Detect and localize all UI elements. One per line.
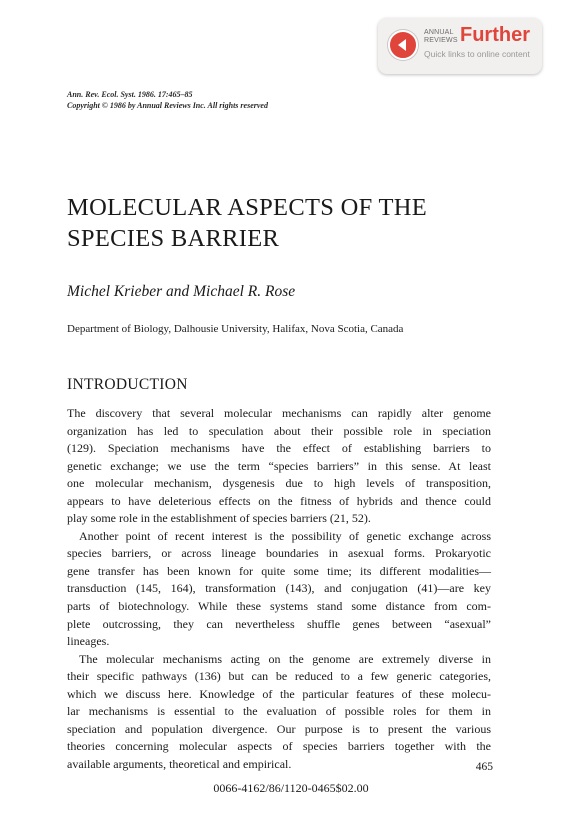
badge-tagline: Quick links to online content: [424, 49, 530, 59]
badge-further-word: Further: [460, 24, 530, 46]
authors: Michel Krieber and Michael R. Rose: [67, 283, 296, 300]
text-line: play some role in the establishment of species barriers (21, 52).: [67, 511, 371, 526]
text-line: transduction (145, 164), transformation (143), and conjugation (41)—are key: [67, 581, 491, 596]
price-code: 0066-4162/86/1120-0465$02.00: [213, 781, 369, 795]
copyright-notice: Copyright © 1986 by Annual Reviews Inc. All rights reserved: [67, 101, 268, 110]
text-line: speciation and population divergence. Our purpose is to present the various: [67, 721, 491, 736]
badge-reviews-text: REVIEWS: [424, 37, 458, 44]
badge-annual-text: ANNUAL: [424, 29, 454, 36]
text-line: lineages.: [67, 634, 110, 649]
play-arrow-icon[interactable]: [388, 30, 418, 60]
paragraph: [67, 528, 491, 651]
text-line: gene transfer has been known for quite some time; its different modalities—: [67, 563, 491, 578]
text-line: their specific pathways (136) but can be reduced to a few generic categories,: [67, 669, 491, 684]
article-title-line: MOLECULAR ASPECTS OF THE: [67, 194, 428, 221]
text-line: theories concerning molecular aspects of species barriers together with the: [67, 739, 491, 754]
text-line: (129). Speciation mechanisms have the effect of establishing barriers to: [67, 441, 491, 456]
affiliation: Department of Biology, Dalhousie University, Halifax, Nova Scotia, Canada: [67, 323, 404, 335]
text-line: available arguments, theoretical and empirical.: [67, 756, 292, 771]
text-line: The discovery that several molecular mechanisms can rapidly alter genome: [67, 406, 491, 420]
journal-citation: Ann. Rev. Ecol. Syst. 1986. 17:465–85: [67, 90, 193, 99]
article-title-line: SPECIES BARRIER: [67, 225, 280, 252]
article-title: [67, 192, 507, 254]
text-line: The molecular mechanisms acting on the genome are extremely diverse in: [79, 651, 491, 666]
text-line: which we discuss here. Knowledge of the particular features of these molecu-: [67, 686, 491, 701]
paragraph: [67, 405, 491, 528]
body-text: [67, 405, 491, 773]
text-line: Another point of recent interest is the possibility of genetic exchange across: [79, 528, 491, 543]
text-line: appears to have deleterious effects on the fitness of hybrids and thence could: [67, 493, 491, 508]
text-line: species barriers, or across lineage boundaries in asexual forms. Prokaryotic: [67, 546, 491, 561]
text-line: plete outcrossing, they can nevertheless shuffle genes between “asexual”: [67, 616, 491, 631]
page-number: 465: [475, 761, 493, 773]
text-line: parts of biotechnology. While these systems stand some distance from com-: [67, 599, 491, 614]
paragraph: [67, 651, 491, 774]
section-heading: INTRODUCTION: [67, 376, 188, 393]
text-line: genetic exchange; we use the term “species barriers” in this sense. At least: [67, 458, 491, 473]
text-line: lar mechanisms is essential to the evaluation of possible roles for them in: [67, 704, 491, 719]
text-line: one molecular mechanism, dysgenesis due to high levels of transposition,: [67, 476, 491, 491]
annual-reviews-further-badge[interactable]: [378, 18, 542, 74]
text-line: organization has led to speculation about their possible role in speciation: [67, 423, 491, 438]
